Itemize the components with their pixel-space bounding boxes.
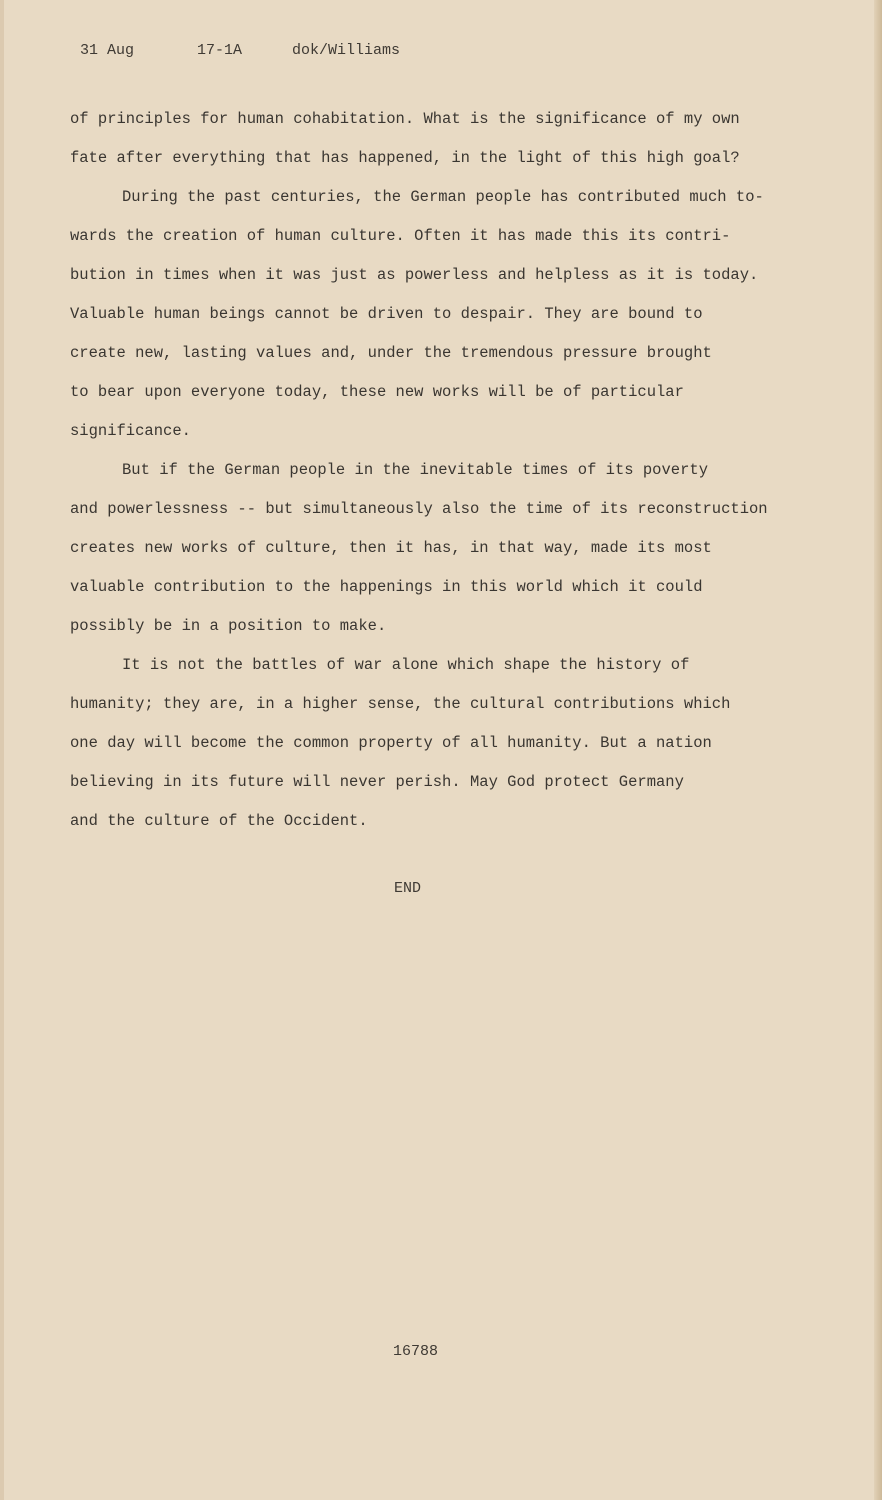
text-line: create new, lasting values and, under the tremendous pressure brought [70, 344, 712, 362]
text-line: humanity; they are, in a higher sense, the cultural contributions which [70, 695, 731, 713]
text-line: During the past centuries, the German people has contributed much to- [122, 188, 764, 206]
page-right-edge [874, 0, 882, 1500]
text-line: significance. [70, 422, 191, 440]
text-line: one day will become the common property of all humanity. But a nation [70, 734, 712, 752]
text-line: creates new works of culture, then it has, in that way, made its most [70, 539, 712, 557]
page-number: 16788 [393, 1343, 439, 1360]
text-line: and powerlessness -- but simultaneously also the time of its reconstruction [70, 500, 768, 518]
end-marker: END [394, 880, 422, 897]
text-line: to bear upon everyone today, these new works will be of particular [70, 383, 684, 401]
text-line: It is not the battles of war alone which shape the history of [122, 656, 690, 674]
text-line: wards the creation of human culture. Often it has made this its contri- [70, 227, 731, 245]
text-line: believing in its future will never perish. May God protect Germany [70, 773, 684, 791]
text-line: of principles for human cohabitation. What is the significance of my own [70, 110, 740, 128]
document-body [70, 100, 810, 841]
text-line: fate after everything that has happened, in the light of this high goal? [70, 149, 740, 167]
page-left-edge [0, 0, 4, 1500]
text-line: valuable contribution to the happenings in this world which it could [70, 578, 703, 596]
header-code: 17-1A [197, 42, 243, 59]
paragraph-1 [70, 100, 810, 178]
text-line: and the culture of the Occident. [70, 812, 368, 830]
paragraph-2 [70, 178, 810, 451]
text-line: bution in times when it was just as powerless and helpless as it is today. [70, 266, 759, 284]
text-line: possibly be in a position to make. [70, 617, 387, 635]
header-source: dok/Williams [292, 42, 401, 59]
header-date: 31 Aug [80, 42, 135, 59]
document-header [80, 42, 400, 59]
text-line: But if the German people in the inevitable times of its poverty [122, 461, 708, 479]
paragraph-4 [70, 646, 810, 841]
paragraph-3 [70, 451, 810, 646]
text-line: Valuable human beings cannot be driven to despair. They are bound to [70, 305, 703, 323]
